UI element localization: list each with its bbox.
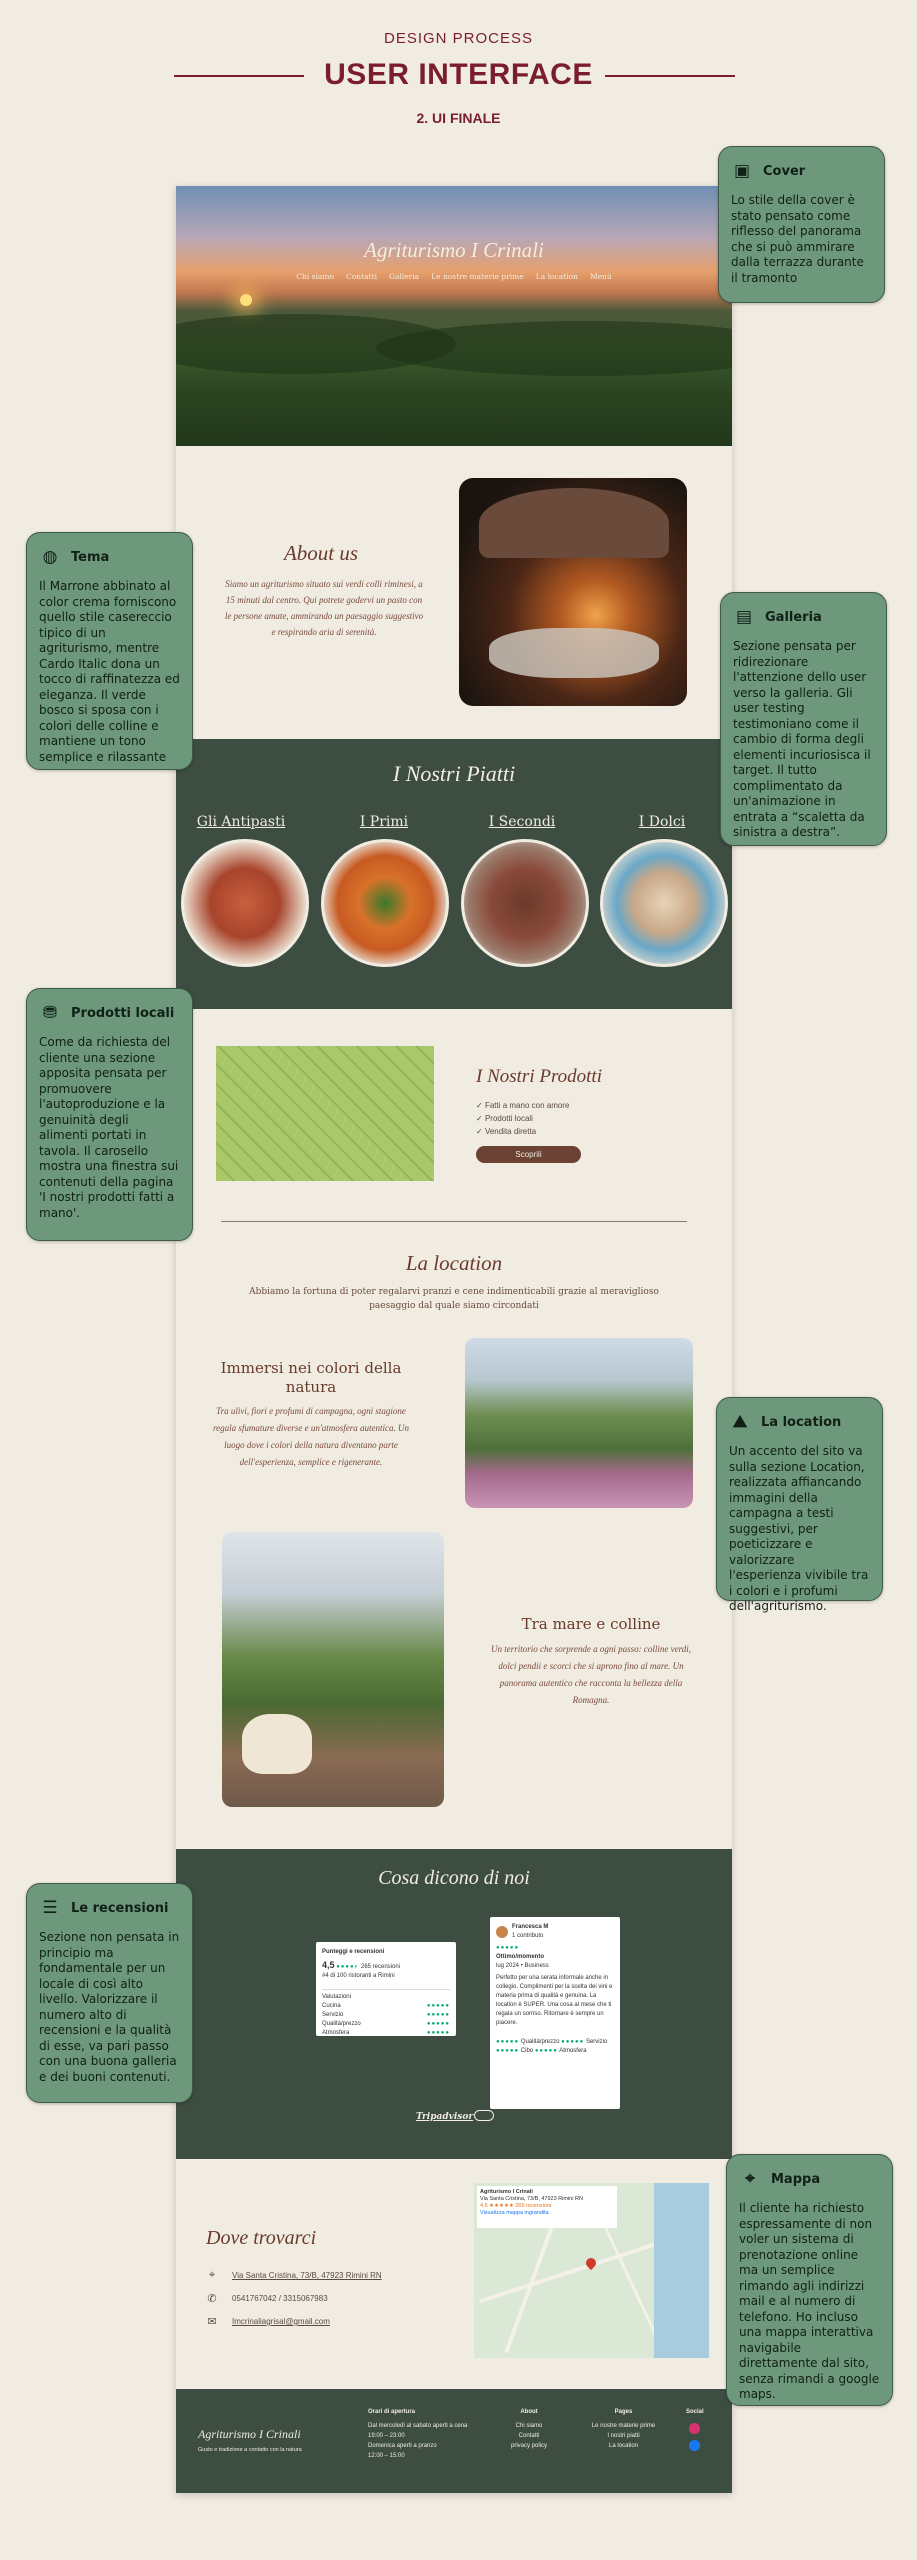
page-title: USER INTERFACE	[324, 58, 593, 91]
dishes-title: I Nostri Piatti	[392, 761, 516, 786]
map-enlarge-link[interactable]: Visualizza mappa ingrandita	[480, 2210, 549, 2216]
hero-brand[interactable]: Agriturismo I Crinali	[364, 238, 544, 262]
landscape-icon: ⛰	[732, 1412, 748, 1432]
rating-card-title: Punteggi e recensioni	[322, 1949, 385, 1955]
gallery-icon: ▤	[735, 607, 753, 627]
dish-photo-dolci[interactable]	[600, 839, 728, 967]
footer-link[interactable]: I nostri piatti	[607, 2433, 640, 2439]
email-link[interactable]: Imcrinaliagrisal@gmail.com	[232, 2317, 330, 2326]
ratings-heading: Valutazioni	[322, 1989, 450, 2002]
note-title: Cover	[763, 163, 806, 179]
products-list-item: ✓ Vendita diretta	[476, 1125, 569, 1138]
website-mockup	[176, 186, 732, 2493]
footer-hours	[368, 2407, 467, 2461]
note-title: Prodotti locali	[71, 1005, 175, 1021]
review-stars: ●●●●●	[496, 1945, 520, 1951]
phone-number[interactable]: 0541767042 / 3315067983	[232, 2294, 328, 2303]
footer-about-title: About	[520, 2409, 538, 2415]
note-text: Sezione non pensata in principio ma fondamentale per un locale di così alto livello. Valorizzare il numero alto di recensioni e la qualità di esse, va pari passo con una buona galleria e dei buoni contenuti.	[39, 1930, 180, 2084]
footer-brand: Agriturismo I Crinali	[198, 2427, 301, 2441]
note-text: Un accento del sito va sulla sezione Location, realizzata affiancando immagini della campagna a testi suggestivi, per poeticizzare e valorizzare l'esperienza vivibile tra i colori e i profumi dell'agriturismo.	[729, 1444, 869, 1613]
note-mappa	[726, 2154, 893, 2406]
dog-shape	[242, 1714, 312, 1774]
note-text: Il cliente ha richiesto espressamente di non voler un sistema di prenotazione online ma un semplice rimando agli indirizzi mail e al numero di telefono. Ho incluso una mappa interattiva navigabile direttamente dal sito, senza rimandi a google maps.	[739, 2201, 880, 2401]
footer-hours-line: 12:00 – 15:00	[368, 2453, 405, 2459]
note-cover	[718, 146, 885, 303]
mail-icon: ✉	[207, 2316, 217, 2328]
garden-photo	[465, 1338, 693, 1508]
footer-link[interactable]: Le nostre materie prime	[591, 2423, 656, 2429]
rating-score: 4,5	[322, 1960, 335, 1970]
hero-hill	[376, 321, 732, 376]
location-subtitle: Abbiamo la fortuna di poter regalarvi pranzi e cene indimenticabili grazie al meraviglioso paesaggio dal quale siamo circondati	[249, 1287, 659, 1311]
map-place-name: Agriturismo I Crinali	[480, 2189, 533, 2195]
dish-photo-secondi[interactable]	[461, 839, 589, 967]
address-link[interactable]: Via Santa Cristina, 73/B, 47923 Rimini RN	[232, 2271, 382, 2280]
avatar	[496, 1926, 508, 1938]
products-title: I Nostri Prodotti	[476, 1066, 602, 1087]
hero-cover	[176, 186, 732, 446]
address-row	[206, 2269, 382, 2282]
note-title: Galleria	[765, 609, 822, 625]
rating-row: Servizio ●●●●●	[322, 2012, 450, 2018]
pin-icon: ⌖	[208, 2269, 216, 2281]
nav-item[interactable]: Galleria	[388, 272, 420, 281]
note-text: Il Marrone abbinato al color crema forniscono quello stile casereccio tipico di un agriturismo, mentre Cardo Italic dona un tocco di raffinatezza ed eleganza. Il verde bosco si sposa con i colori delle colline e mantiene un tono semplice e rilassante	[39, 579, 180, 764]
about-text: Siamo un agriturismo situato sui verdi colli riminesi, a 15 minuti dal centro. Qui potrete godervi un pasto con le persone amate, ammirando un paesaggio suggestivo e respirando aria di serenità.	[224, 579, 424, 637]
tripadvisor-owl-icon[interactable]	[474, 2110, 494, 2121]
note-text: Come da richiesta del cliente una sezione apposita pensata per promuovere l'autoproduzione e la genuinità degli alimenti portati in tavola. Il carosello mostra una finestra sui contenuti della pagina 'I nostri prodotti fatti a mano'.	[39, 1035, 179, 1220]
reviewer-meta: 1 contributo	[512, 1933, 544, 1939]
footer-pages	[586, 2407, 661, 2451]
rating-row: Qualità/prezzo ●●●●●	[322, 2021, 450, 2027]
where-title: Dove trovarci	[206, 2227, 317, 2249]
mare-title: Tra mare e colline	[521, 1615, 661, 1633]
facebook-icon[interactable]	[689, 2440, 700, 2451]
nav-item[interactable]: Chi siamo	[296, 272, 334, 281]
nav-item[interactable]: Le nostre materie prime	[431, 272, 524, 281]
footer-social	[686, 2407, 704, 2451]
dish-photo-antipasti[interactable]	[181, 839, 309, 967]
image-icon: ▣	[733, 161, 751, 181]
reviews-section	[176, 1849, 732, 2159]
map-icon: ⌖	[745, 2169, 755, 2189]
nav-item[interactable]: La location	[535, 272, 578, 281]
map-info-panel	[477, 2186, 617, 2228]
note-title: Le recensioni	[71, 1900, 169, 1916]
footer-link[interactable]: privacy policy	[511, 2443, 548, 2449]
rating-rank: #4 di 100 ristoranti a Rimini	[322, 1973, 395, 1979]
dishes-section	[176, 739, 732, 1009]
rating-count: 265 recensioni	[360, 1964, 401, 1970]
table-shape	[489, 628, 659, 678]
note-location	[716, 1397, 883, 1613]
review-heading: Ottimo/momento	[496, 1954, 544, 1960]
note-text: Sezione pensata per ridirezionare l'attenzione dello user verso la galleria. Gli user testing testimoniano come il cambio di forma degli elementi incuriosisca il target. Il tutto complimentato da un'animazione in entrata a “scaletta da sinistra a destra”.	[733, 639, 871, 839]
location-title: La location	[405, 1251, 503, 1275]
products-list	[476, 1099, 569, 1138]
dish-link-antipasti[interactable]: Gli Antipasti	[196, 814, 286, 830]
immersi-text: Tra ulivi, fiori e profumi di campagna, ogni stagione regala sfumature diverse e un'atmosfera autentica. Un luogo dove i colori della natura diventano parte dell'esperienza, semplice e rigenerante.	[213, 1406, 409, 1467]
hero-nav	[176, 272, 732, 281]
mare-text: Un territorio che sorprende a ogni passo: colline verdi, dolci pendii e scorci che si aprono fino al mare. Un panorama autentico che racconta la bellezza della Romagna.	[490, 1644, 692, 1705]
footer-hours-title: Orari di apertura	[368, 2409, 416, 2415]
umbrella-shape	[479, 488, 669, 558]
dish-link-primi[interactable]: I Primi	[359, 814, 409, 830]
email-row	[206, 2315, 330, 2328]
products-discover-button[interactable]: Scoprili	[476, 1146, 581, 1163]
review-text: Perfetto per una serata informale anche in collegio. Complimenti per la scelta dei vini e materia prima di qualità e genuina. La location è SUPER. Una cosa al mese che ti regala un sorriso. Ritornare è sempre un piacere.	[496, 1975, 613, 2026]
note-prodotti	[26, 988, 193, 1241]
footer-pages-title: Pages	[614, 2409, 633, 2415]
note-title: Mappa	[771, 2171, 821, 2187]
products-list-item: ✓ Prodotti locali	[476, 1112, 569, 1125]
basket-icon: ⛃	[42, 1003, 58, 1023]
terrace-photo	[459, 478, 687, 706]
note-tema	[26, 532, 193, 770]
dish-link-dolci[interactable]: I Dolci	[638, 814, 686, 830]
footer-link[interactable]: Contatti	[518, 2433, 540, 2439]
nav-item[interactable]: Menù	[589, 272, 612, 281]
reviewer-name: Francesca M	[512, 1924, 549, 1930]
note-recensioni	[26, 1883, 193, 2103]
footer-hours-line: Dal mercoledì al sabato aperti a cena	[368, 2423, 468, 2429]
footer-tagline: Gusto e tradizione a contatto con la natura	[198, 2447, 302, 2453]
sunset-sun	[240, 294, 252, 306]
rating-summary-card[interactable]	[316, 1942, 456, 2036]
phone-row	[206, 2292, 328, 2305]
note-galleria	[720, 592, 887, 846]
section-divider	[221, 1221, 687, 1222]
review-card[interactable]	[490, 1917, 620, 2109]
rating-row: Cucina ●●●●●	[322, 2003, 450, 2009]
dish-photo-primi[interactable]	[321, 839, 449, 967]
footer-hours-line: 19:00 – 23:00	[368, 2433, 405, 2439]
tripadvisor-link[interactable]: Tripadvisor	[416, 2112, 474, 2122]
map-address: Via Santa Cristina, 73/B, 47923 Rimini RN	[480, 2196, 583, 2202]
note-title: Tema	[71, 549, 110, 565]
rating-row: Atmosfera ●●●●●	[322, 2030, 450, 2036]
note-text: Lo stile della cover è stato pensato come riflesso del panorama che si può ammirare dalla terrazza durante il tramonto	[731, 193, 864, 285]
map-rating: 4,5 ★★★★★ 265 recensioni	[480, 2203, 552, 2209]
immersi-title: Immersi nei colori della natura	[220, 1359, 402, 1396]
site-footer	[176, 2389, 732, 2493]
products-photo[interactable]	[216, 1046, 434, 1181]
instagram-icon[interactable]	[689, 2423, 700, 2434]
review-date: lug 2024 • Business	[496, 1963, 549, 1969]
phone-icon: ✆	[207, 2293, 217, 2305]
map-sea	[654, 2183, 709, 2358]
dish-link-secondi[interactable]: I Secondi	[488, 814, 556, 830]
products-list-item: ✓ Fatti a mano con amore	[476, 1099, 569, 1112]
reviews-title: Cosa dicono di noi	[378, 1867, 530, 1889]
footer-social-title: Social	[686, 2409, 704, 2415]
nav-item[interactable]: Contatti	[345, 272, 377, 281]
footer-about	[511, 2407, 547, 2451]
dog-hills-photo	[222, 1532, 444, 1807]
interactive-map[interactable]	[474, 2183, 709, 2358]
palette-icon: ◍	[42, 547, 58, 567]
review-subratings: ●●●●● Qualità/prezzo ●●●●● Servizio ●●●●● Cibo ●●●●● Atmosfera	[496, 2039, 608, 2054]
footer-link[interactable]: La location	[608, 2443, 639, 2449]
about-title: About us	[283, 541, 359, 565]
rating-stars: ●●●●◐	[336, 1964, 360, 1970]
design-process-kicker: DESIGN PROCESS	[383, 30, 534, 47]
footer-link[interactable]: Chi siamo	[515, 2423, 543, 2429]
footer-hours-line: Domenica aperti a pranzo	[368, 2443, 437, 2449]
note-title: La location	[761, 1414, 842, 1430]
reviews-icon: ☰	[42, 1898, 58, 1918]
page-subtitle: 2. UI FINALE	[416, 110, 501, 126]
title-rule-right	[605, 75, 735, 77]
